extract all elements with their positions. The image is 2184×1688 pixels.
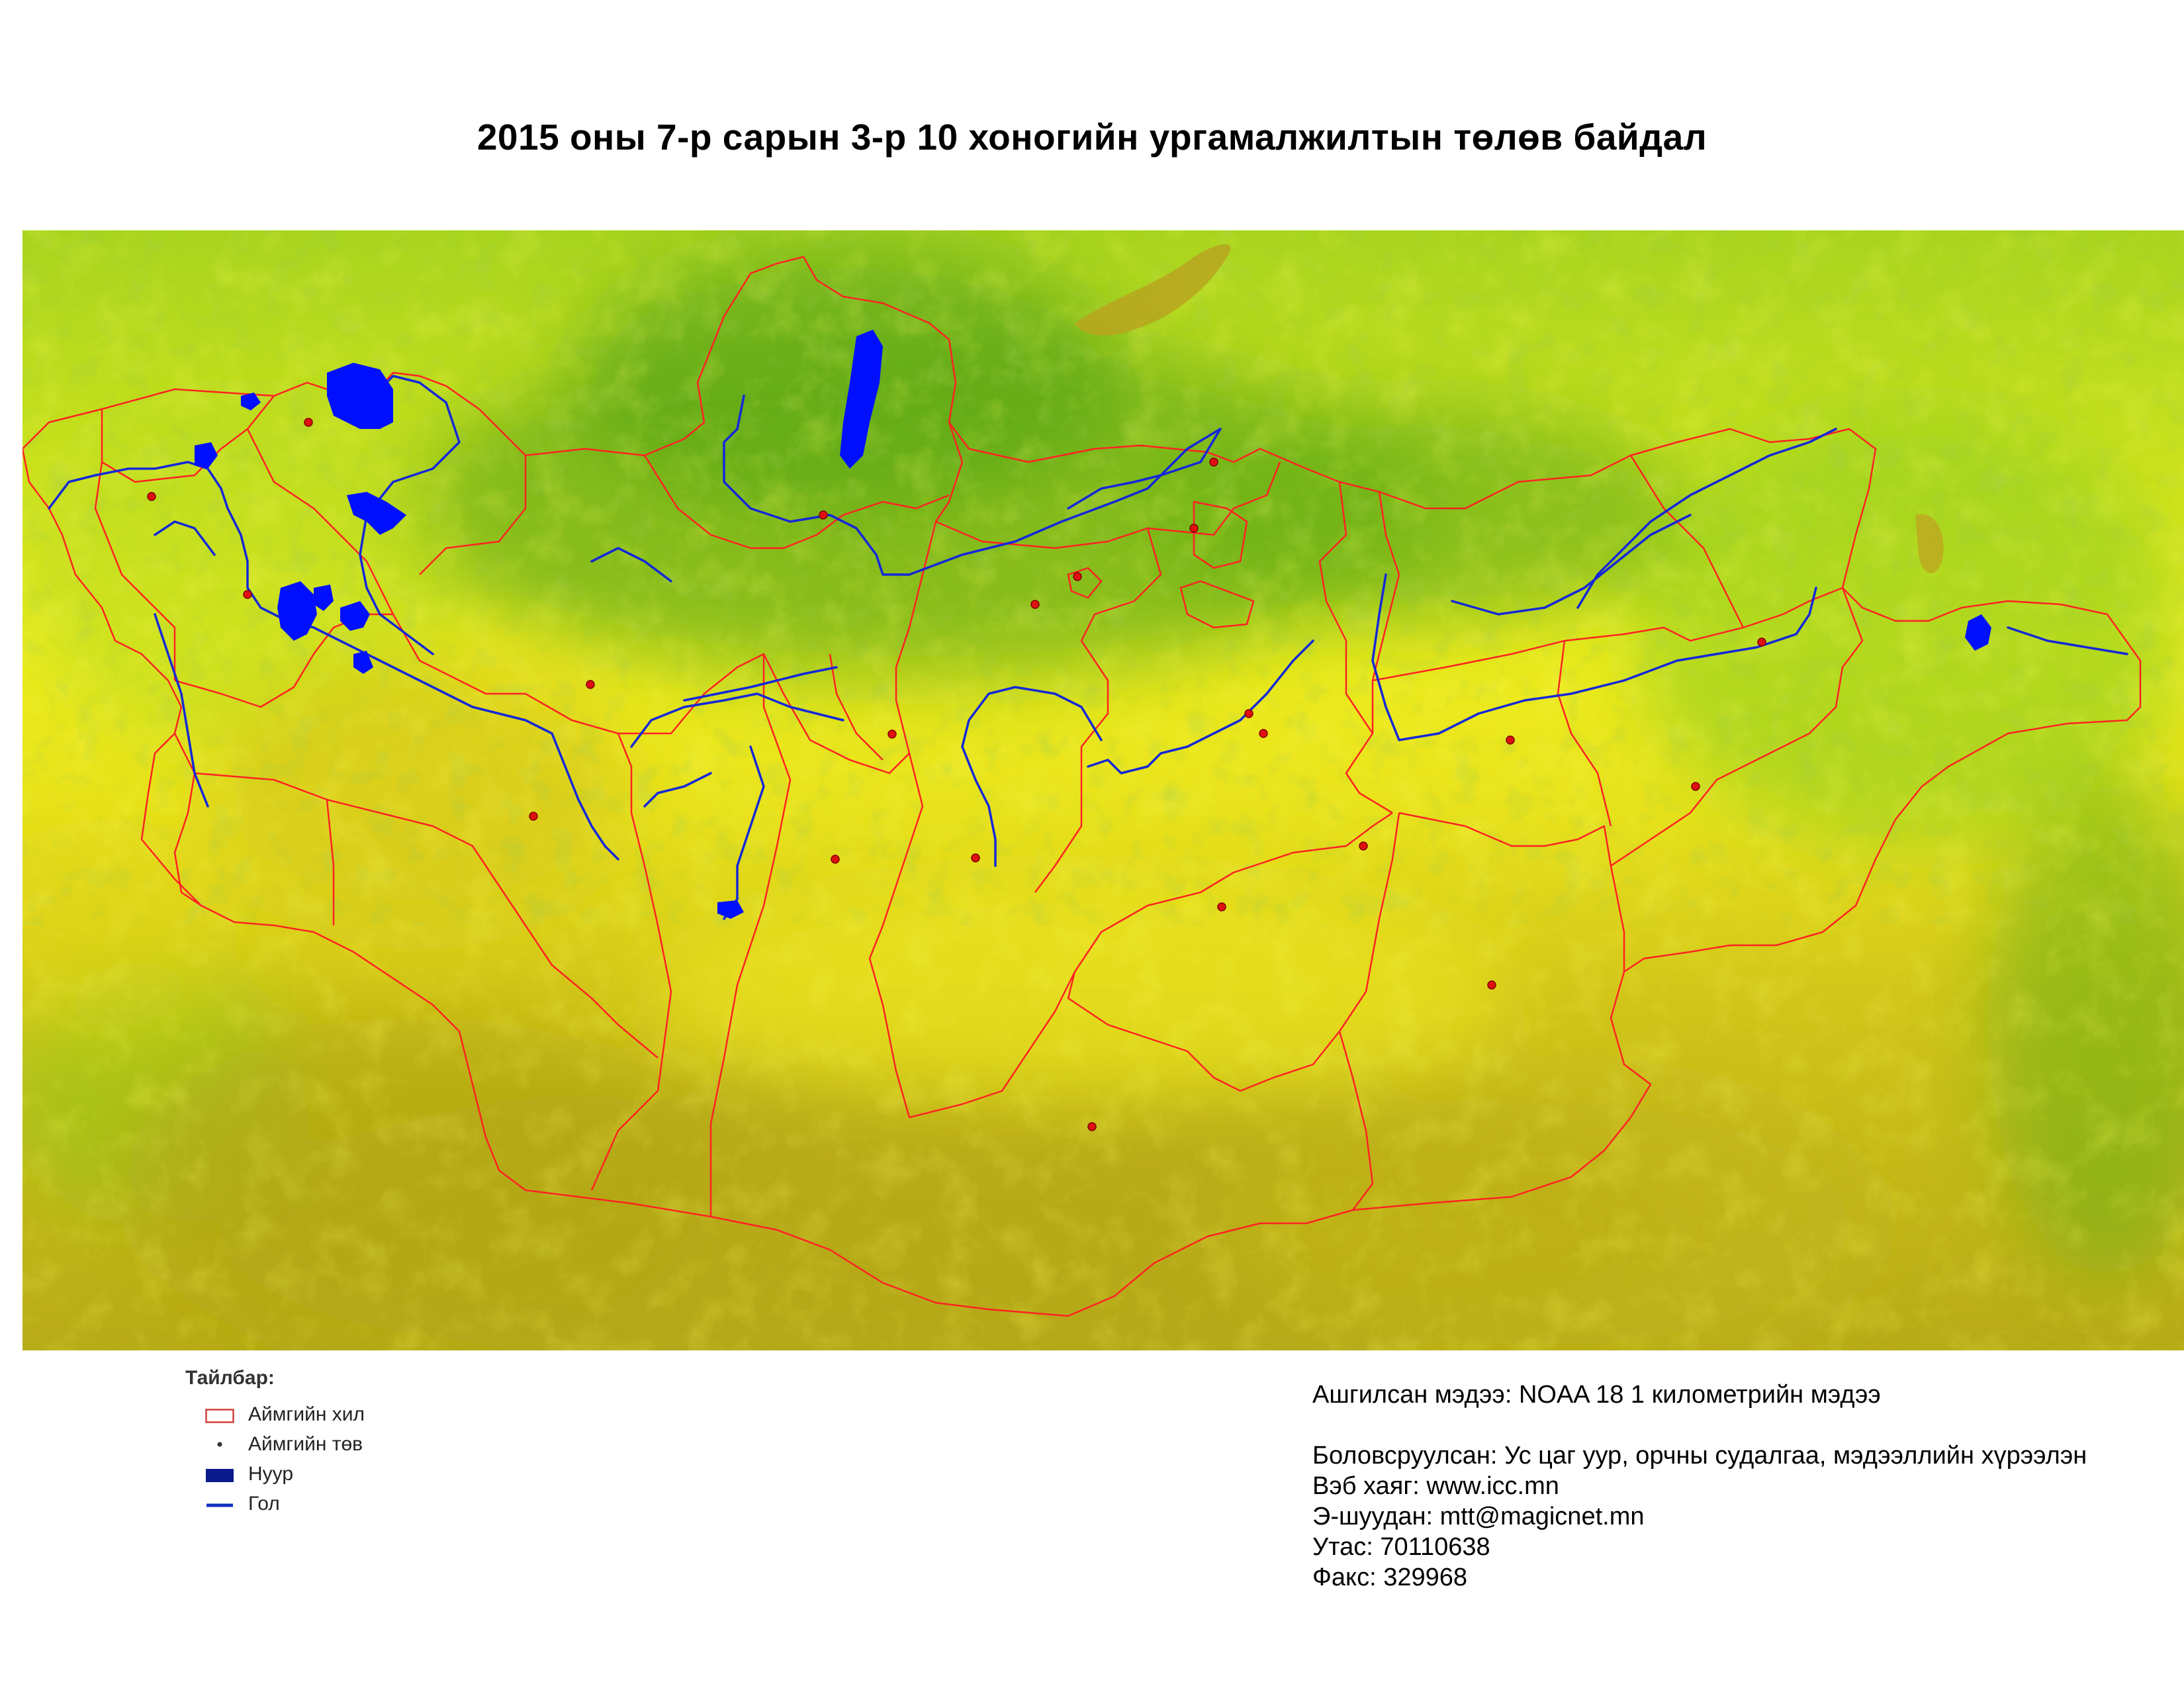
website-text: Вэб хаяг: www.icc.mn (1312, 1472, 1559, 1500)
legend-label-center: Аймгийн төв (248, 1433, 363, 1455)
legend-item-lake (205, 1463, 490, 1489)
aimag-center-mandalgovi (1218, 903, 1226, 911)
aimag-center-uliastai (586, 680, 594, 688)
aimag-center-choir (1359, 842, 1367, 850)
aimag-center-undurkhaan (1506, 736, 1514, 744)
aimag-center-sainshand (1488, 981, 1496, 989)
aimag-center-sukhbaatar (1210, 458, 1218, 466)
legend-label-boundary: Аймгийн хил (248, 1403, 365, 1425)
aimag-center-murun (819, 511, 827, 519)
legend-title: Тайлбар: (185, 1367, 275, 1389)
aimag-center-tsetserleg (888, 730, 896, 738)
aimag-center-ulaangom (304, 418, 312, 426)
vegetation-map (23, 230, 2184, 1350)
aimag-center-choibalsan (1758, 638, 1766, 646)
river-line-icon (205, 1498, 234, 1513)
legend-item-center (205, 1433, 490, 1460)
lake-fill-icon (205, 1468, 234, 1483)
aimag-center-ulgii (148, 492, 156, 500)
map-title: 2015 оны 7-р сарын 3-р 10 хоногийн ургамалжилтын төлөв байдал (477, 117, 1707, 158)
info-spacer (1312, 1410, 2173, 1440)
legend-item-boundary (205, 1403, 490, 1430)
aimag-center-bayankhongor (831, 855, 839, 863)
processed-by-text: Боловсруулсан: Ус цаг уур, орчны судалгаа, мэдээллийн хүрээлэн (1312, 1442, 2087, 1470)
legend-label-river: Гол (248, 1493, 280, 1515)
dot-icon (205, 1438, 234, 1453)
aimag-center-darkhan (1190, 524, 1198, 532)
legend-item-river (205, 1493, 490, 1519)
aimag-center-erdenet (1073, 573, 1081, 581)
aimag-center-khovd (244, 590, 251, 598)
info-block (1312, 1380, 2173, 1593)
email-text: Э-шуудан: mtt@magicnet.mn (1312, 1503, 1645, 1530)
aimag-center-arvaikheer (972, 854, 979, 862)
aimag-center-zuunmod (1259, 729, 1267, 737)
aimag-center-dalanzadgad (1088, 1123, 1096, 1131)
data-source-text: Ашгилсан мэдээ: NOAA 18 1 километрийн мэдээ (1312, 1381, 1881, 1409)
aimag-center-bulgan (1031, 600, 1039, 608)
phone-text: Утас: 70110638 (1312, 1533, 1490, 1561)
boundary-box-icon (205, 1409, 234, 1423)
aimag-center-ulaanbaatar (1245, 710, 1253, 718)
fax-text: Факс: 329968 (1312, 1564, 1467, 1591)
aimag-center-altai (529, 812, 537, 820)
aimag-center-baruun-urt (1692, 782, 1700, 790)
map-legend (159, 1357, 503, 1556)
legend-label-lake: Нуур (248, 1463, 294, 1485)
